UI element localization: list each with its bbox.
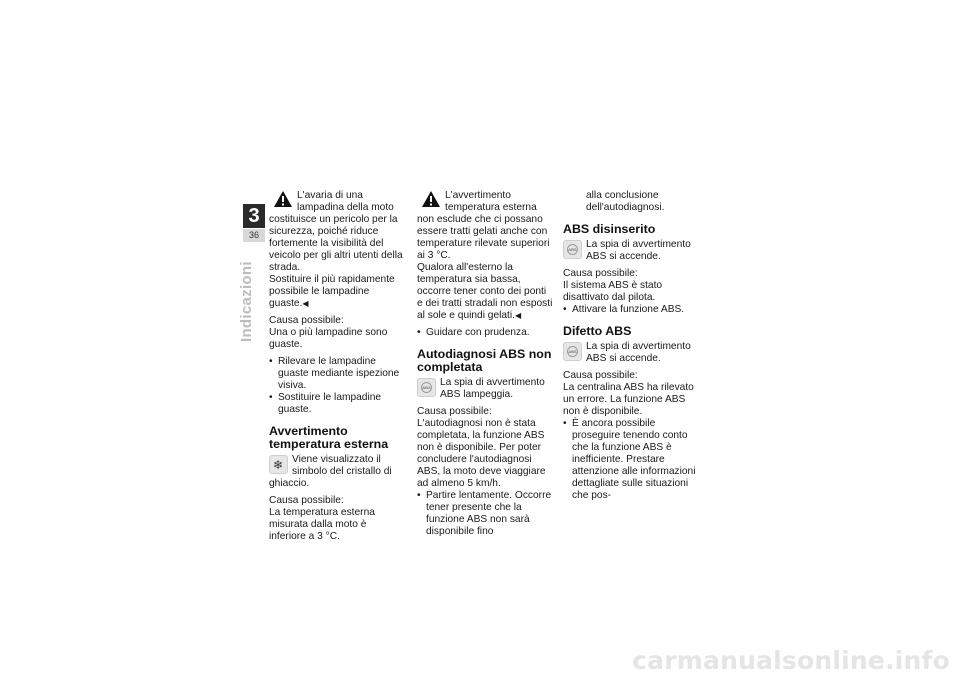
page-number: 36 — [243, 229, 265, 242]
cause-label: Causa possibile: — [563, 370, 638, 381]
cause-label: Causa possibile: — [563, 268, 638, 279]
warning-triangle-icon — [273, 190, 293, 208]
diag-icon-text: La spia di avvertimento ABS lampeggia. — [440, 377, 545, 400]
cause-label: Causa possibile: — [269, 495, 344, 506]
end-mark-icon: ◀ — [302, 299, 309, 308]
column-3 — [563, 190, 699, 507]
cause-text: La temperatura esterna misurata dalla moto è inferiore a 3 °C. — [269, 507, 375, 542]
warning-ice — [417, 190, 553, 322]
heading-abs-diagnosis: Autodiagnosi ABS non completata — [417, 347, 552, 374]
end-mark-icon: ◀ — [514, 311, 522, 320]
bullet-list — [417, 327, 553, 339]
ice-crystal-icon: ❄ — [269, 455, 288, 474]
off-icon-text: La spia di avvertimento ABS si accende. — [586, 239, 691, 262]
bullet-list — [563, 418, 699, 502]
chapter-title: Indicazioni — [238, 261, 255, 342]
list-item: • È ancora possibile proseguire tenendo conto che la funzione ABS è inefficiente. Prestare attenzione alle informazioni dettagliate sulle situazioni che pos- — [563, 418, 699, 502]
column-1 — [269, 190, 405, 548]
abs-warning-lamp-icon: ABS — [563, 342, 582, 361]
column-2 — [417, 190, 553, 543]
list-item: • Attivare la funzione ABS. — [563, 304, 699, 316]
heading-abs-off: ABS disinserito — [563, 222, 656, 236]
bullet-list — [269, 356, 405, 416]
warning-text: L'avaria di una lampadina della moto costituisce un pericolo per la sicurezza, poiché riduce fortemente la visibilità del veicolo per gli altri utenti della strada. — [269, 190, 403, 273]
heading-temperature: Avvertimento temperatura esterna — [269, 424, 389, 451]
temp-icon-text: Viene visualizzato il simbolo del cristallo di ghiaccio. — [269, 454, 392, 489]
cause-text: L'autodiagnosi non è stata completata, la funzione ABS non è disponibile. Per poter concludere l'autodiagnosi ABS, la moto deve viaggiare ad almeno 5 km/h. — [417, 418, 546, 489]
cause-label: Causa possibile: — [269, 315, 344, 326]
bullet-list — [417, 490, 553, 538]
fault-icon-text: La spia di avvertimento ABS si accende. — [586, 341, 691, 364]
chapter-title-tab — [238, 250, 268, 342]
abs-off-indicator — [563, 239, 699, 268]
warning-text-2: Sostituire il più rapidamente possibile le lampadine guaste. — [269, 274, 395, 309]
list-item: • Partire lentamente. Occorre tener presente che la funzione ABS non sarà disponibile fino — [417, 490, 553, 538]
warning-triangle-icon — [421, 190, 441, 208]
list-item: • Guidare con prudenza. — [417, 327, 553, 339]
watermark: carmanualsonline.info — [632, 646, 950, 675]
cause-text: La centralina ABS ha rilevato un errore. La funzione ABS non è disponibile. — [563, 382, 694, 417]
warning-bulb — [269, 190, 405, 310]
chapter-number: 3 — [243, 204, 265, 228]
cause-label: Causa possibile: — [417, 406, 492, 417]
cause-text: Una o più lampadine sono guaste. — [269, 327, 388, 350]
abs-diag-indicator — [417, 377, 553, 406]
warning-text-2: Qualora all'esterno la temperatura sia bassa, occorre tener conto dei ponti e dei tratti stradali non esposti al sole e quindi gelati. — [417, 262, 553, 321]
abs-warning-lamp-icon: ABS — [563, 240, 582, 259]
list-item: • Sostituire le lampadine guaste. — [269, 392, 405, 416]
temp-indicator — [269, 454, 405, 495]
continued-text: alla conclusione dell'autodiagnosi. — [586, 190, 665, 213]
list-item: • Rilevare le lampadine guaste mediante ispezione visiva. — [269, 356, 405, 392]
abs-fault-indicator — [563, 341, 699, 370]
cause-text: Il sistema ABS è stato disattivato dal pilota. — [563, 280, 663, 303]
bullet-list — [563, 304, 699, 316]
warning-text: L'avvertimento temperatura esterna non esclude che ci possano essere tratti gelati anche con temperature rilevate superiori ai 3 °C. — [417, 190, 550, 261]
heading-abs-fault: Difetto ABS — [563, 324, 632, 338]
abs-warning-lamp-icon: ABS — [417, 378, 436, 397]
